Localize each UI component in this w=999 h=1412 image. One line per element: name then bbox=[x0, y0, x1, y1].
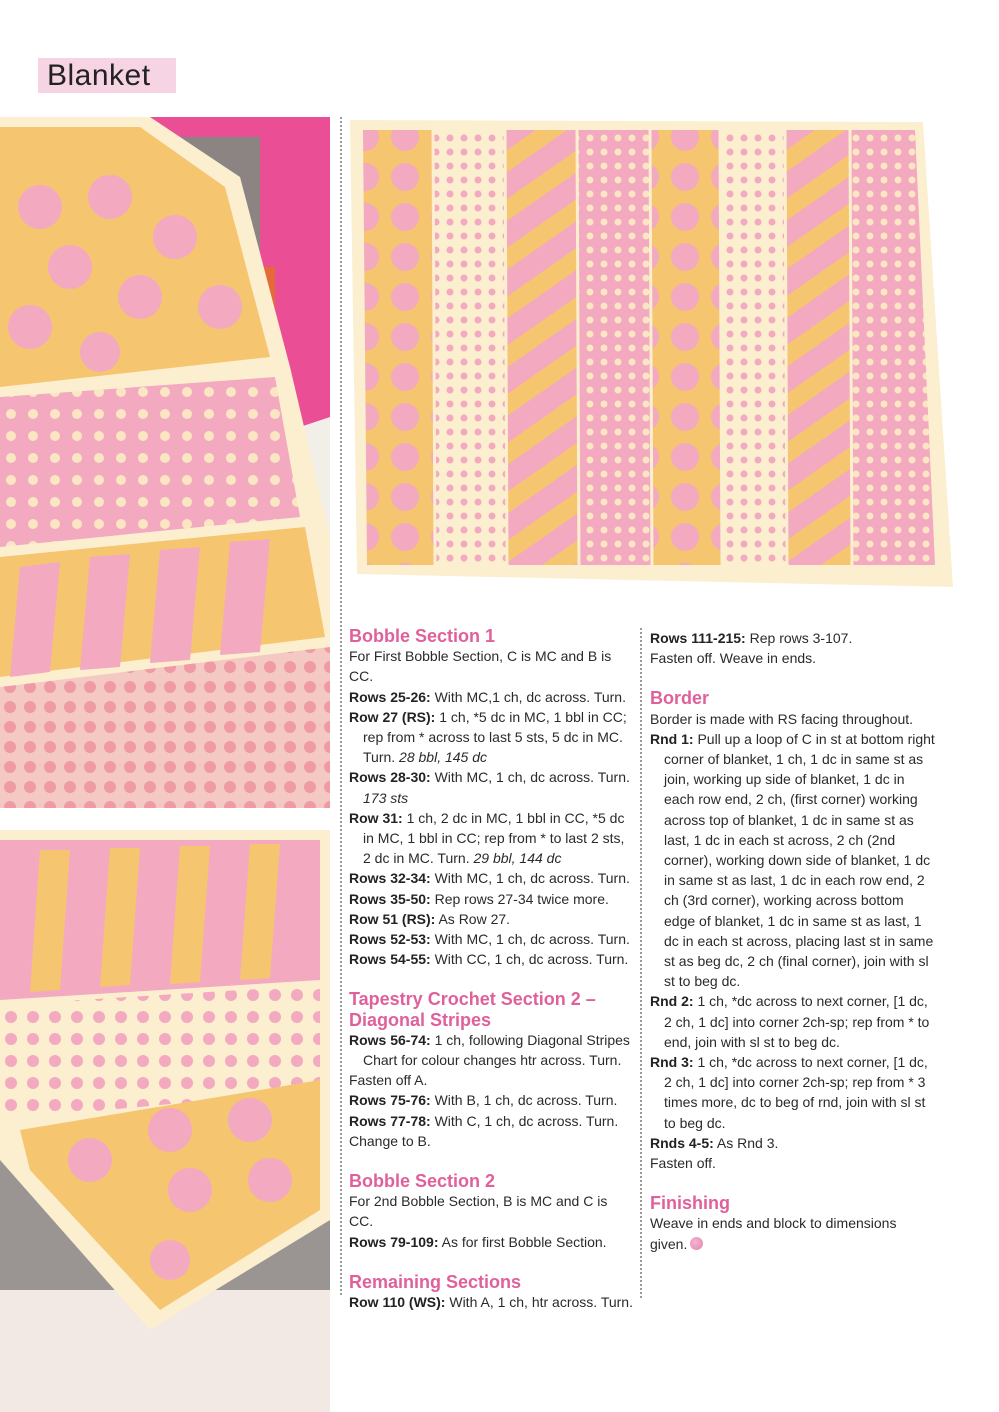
column-divider bbox=[640, 628, 642, 1298]
instruction-paragraph: Rnd 2: 1 ch, *dc across to next corner, [1 dc, 2 ch, 1 dc] into corner 2ch-sp; rep from * to end, join with sl st to beg dc. bbox=[650, 993, 930, 1050]
instruction-paragraph: Rows 25-26: With MC,1 ch, dc across. Turn. bbox=[349, 688, 626, 705]
instructions-right-column bbox=[650, 628, 935, 1254]
instruction-paragraph: Rnds 4-5: As Rnd 3. bbox=[650, 1134, 779, 1151]
border-heading: Border bbox=[650, 688, 710, 709]
instruction-paragraph: Change to B. bbox=[349, 1132, 431, 1149]
tapestry-section-2-heading: Tapestry Crochet Section 2 – Diagonal Stripes bbox=[349, 989, 596, 1030]
instruction-paragraph: Row 31: 1 ch, 2 dc in MC, 1 bbl in CC, *5 dc in MC, 1 bbl in CC; rep from * to last 2 sts, 2 dc in MC. Turn. 29 bbl, 144 dc bbox=[349, 809, 625, 867]
bobble-section-1-heading: Bobble Section 1 bbox=[349, 626, 496, 646]
instruction-paragraph: Border is made with RS facing throughout. bbox=[650, 710, 914, 727]
blanket-draped-photo bbox=[0, 830, 330, 1412]
instruction-paragraph: Row 27 (RS): 1 ch, *5 dc in MC, 1 bbl in CC; rep from * across to last 5 sts, 5 dc in MC. Turn. 28 bbl, 145 dc bbox=[349, 708, 627, 766]
remaining-sections-heading: Remaining Sections bbox=[349, 1271, 522, 1292]
page-title: Blanket bbox=[38, 58, 176, 93]
instruction-paragraph: For First Bobble Section, C is MC and B is CC. bbox=[349, 648, 612, 685]
instruction-paragraph: Rows 54-55: With CC, 1 ch, dc across. Turn. bbox=[349, 951, 629, 968]
blanket-flat-photo bbox=[345, 117, 955, 592]
bobble-section-2-heading: Bobble Section 2 bbox=[349, 1171, 496, 1192]
instruction-paragraph: Row 51 (RS): As Row 27. bbox=[349, 910, 511, 927]
vertical-divider bbox=[340, 117, 342, 1295]
instruction-paragraph: Rows 75-76: With B, 1 ch, dc across. Turn. bbox=[349, 1092, 618, 1109]
instruction-paragraph: Rows 35-50: Rep rows 27-34 twice more. bbox=[349, 890, 609, 907]
blanket-closeup-photo bbox=[0, 117, 330, 808]
instruction-paragraph: Rows 28-30: With MC, 1 ch, dc across. Turn. 173 sts bbox=[349, 769, 630, 806]
instruction-paragraph: Rows 52-53: With MC, 1 ch, dc across. Turn. bbox=[349, 931, 630, 948]
instruction-paragraph: Fasten off A. bbox=[349, 1072, 428, 1089]
yarn-ball-icon bbox=[690, 1237, 703, 1250]
instruction-paragraph: Rows 56-74: 1 ch, following Diagonal Stripes Chart for colour changes htr across. Turn. bbox=[349, 1031, 630, 1069]
instruction-paragraph: Rnd 3: 1 ch, *dc across to next corner, [1 dc, 2 ch, 1 dc] into corner 2ch-sp; rep from * 3 times more, dc to beg of rnd, join with sl st to beg dc. bbox=[650, 1054, 928, 1131]
finishing-heading: Finishing bbox=[650, 1193, 730, 1214]
instruction-paragraph: Rows 77-78: With C, 1 ch, dc across. Turn. bbox=[349, 1112, 619, 1129]
instruction-paragraph: For 2nd Bobble Section, B is MC and C is CC. bbox=[349, 1193, 608, 1230]
instruction-paragraph: Fasten off. Weave in ends. bbox=[650, 650, 817, 667]
instruction-paragraph: Weave in ends and block to dimensions given. bbox=[650, 1215, 897, 1252]
instructions-left-column bbox=[349, 626, 634, 1312]
instruction-paragraph: Rnd 1: Pull up a loop of C in st at bottom right corner of blanket, 1 ch, 1 dc in same st as join, working up side of blanket, 1 dc in each row end, 2 ch, (first corner) working across top of blanket, 1 dc in same st as last, 1 dc in each st across, 2 ch (2nd corner), working down side of blanket, 1 dc in same st as last, 1 dc in each row end, 2 ch (3rd corner), working across bottom edge of blanket, 1 dc in same st as last, 1 dc in each st across, placing last st in same st as beg dc, 2 ch (final corner), join with sl st to beg dc. bbox=[650, 730, 935, 990]
instruction-paragraph: Rows 32-34: With MC, 1 ch, dc across. Turn. bbox=[349, 870, 630, 887]
instruction-paragraph: Fasten off. bbox=[650, 1155, 716, 1172]
instruction-paragraph: Row 110 (WS): With A, 1 ch, htr across. Turn. bbox=[349, 1294, 633, 1311]
instruction-paragraph: Rows 111-215: Rep rows 3-107. bbox=[650, 630, 853, 646]
instruction-paragraph: Rows 79-109: As for first Bobble Section. bbox=[349, 1233, 607, 1250]
